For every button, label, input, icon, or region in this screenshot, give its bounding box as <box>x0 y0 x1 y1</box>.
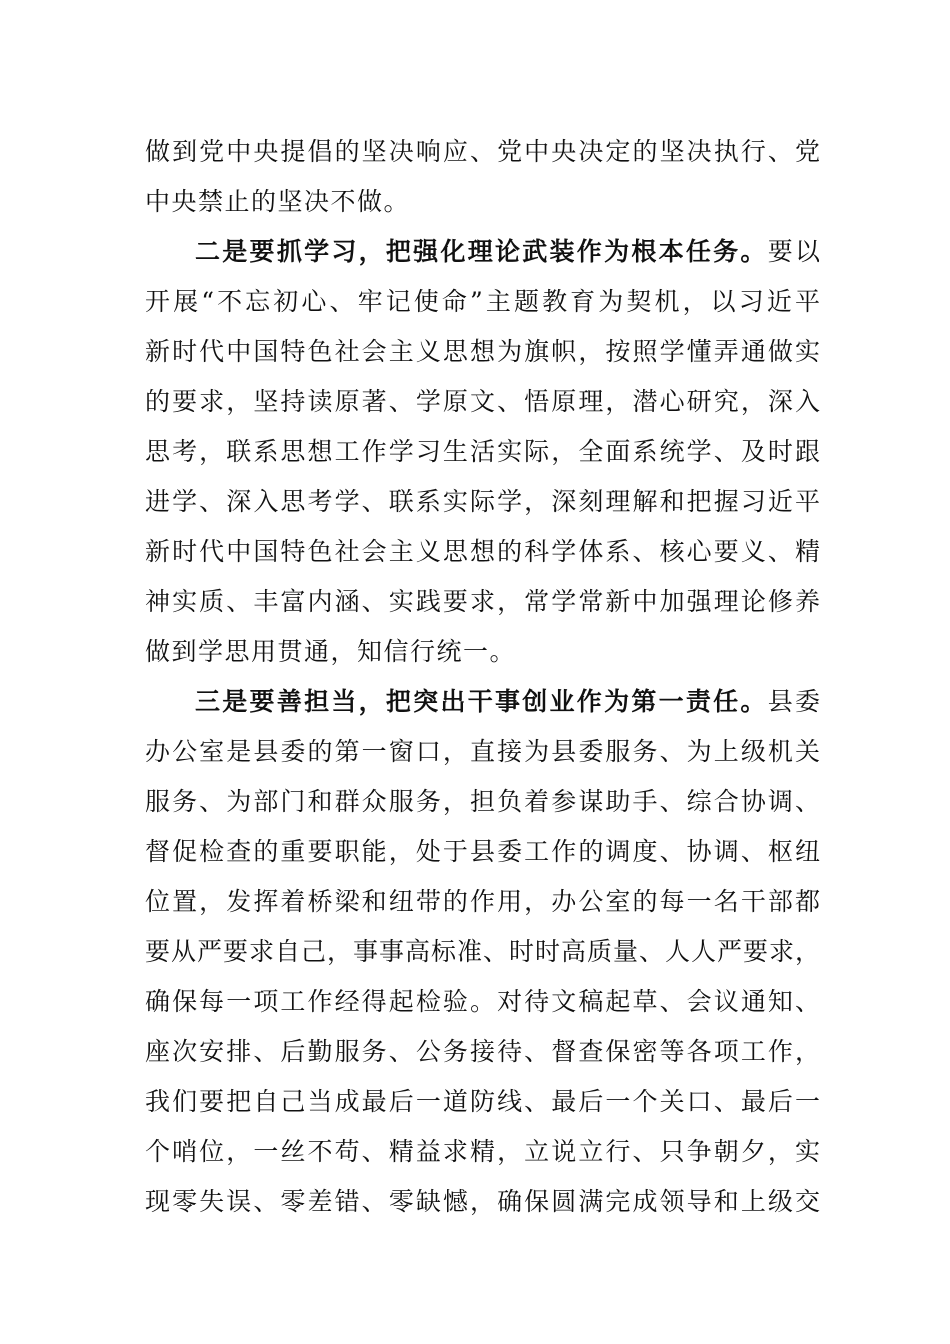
paragraph-line: 个哨位，一丝不苟、精益求精，立说立行、只争朝夕，实 <box>145 1137 820 1166</box>
paragraph-line: 位置，发挥着桥梁和纽带的作用，办公室的每一名干部都 <box>145 887 820 916</box>
paragraph-line: 要从严要求自己，事事高标准、时时高质量、人人严要求， <box>145 937 820 966</box>
paragraph-line: 进学、深入思考学、联系实际学，深刻理解和把握习近平 <box>145 487 820 516</box>
paragraph-line: 办公室是县委的第一窗口，直接为县委服务、为上级机关 <box>145 737 820 766</box>
paragraph-lead-bold: 三是要善担当，把突出干事创业作为第一责任。 <box>195 687 768 716</box>
paragraph-line: 服务、为部门和群众服务，担负着参谋助手、综合协调、 <box>145 787 820 816</box>
paragraph-lead-rest: 要以 <box>767 237 820 266</box>
paragraph-line: 现零失误、零差错、零缺憾，确保圆满完成领导和上级交 <box>145 1187 820 1216</box>
paragraph-heading-line <box>145 677 820 727</box>
paragraph-line: 中央禁止的坚决不做。 <box>145 187 411 216</box>
paragraph-line: 做到学思用贯通，知信行统一。 <box>145 637 517 666</box>
paragraph-line: 思考，联系思想工作学习生活实际，全面系统学、及时跟 <box>145 437 820 466</box>
paragraph-line: 新时代中国特色社会主义思想为旗帜，按照学懂弄通做实 <box>145 337 820 366</box>
paragraph-line: 的要求，坚持读原著、学原文、悟原理，潜心研究，深入 <box>145 387 820 416</box>
paragraph-line: 开展“不忘初心、牢记使命”主题教育为契机，以习近平 <box>145 287 820 316</box>
paragraph-line: 我们要把自己当成最后一道防线、最后一个关口、最后一 <box>145 1087 820 1116</box>
paragraph-line: 神实质、丰富内涵、实践要求，常学常新中加强理论修养 <box>145 587 820 616</box>
paragraph-lead-rest: 县委 <box>767 687 820 716</box>
document-body <box>145 127 820 1227</box>
paragraph-lead-bold: 二是要抓学习，把强化理论武装作为根本任务。 <box>195 237 768 266</box>
paragraph-line: 确保每一项工作经得起检验。对待文稿起草、会议通知、 <box>145 987 820 1016</box>
paragraph-line: 座次安排、后勤服务、公务接待、督查保密等各项工作， <box>145 1037 820 1066</box>
paragraph-line: 新时代中国特色社会主义思想的科学体系、核心要义、精 <box>145 537 820 566</box>
paragraph-line: 做到党中央提倡的坚决响应、党中央决定的坚决执行、党 <box>145 137 820 166</box>
paragraph-heading-line <box>145 227 820 277</box>
paragraph-line: 督促检查的重要职能，处于县委工作的调度、协调、枢纽 <box>145 837 820 866</box>
